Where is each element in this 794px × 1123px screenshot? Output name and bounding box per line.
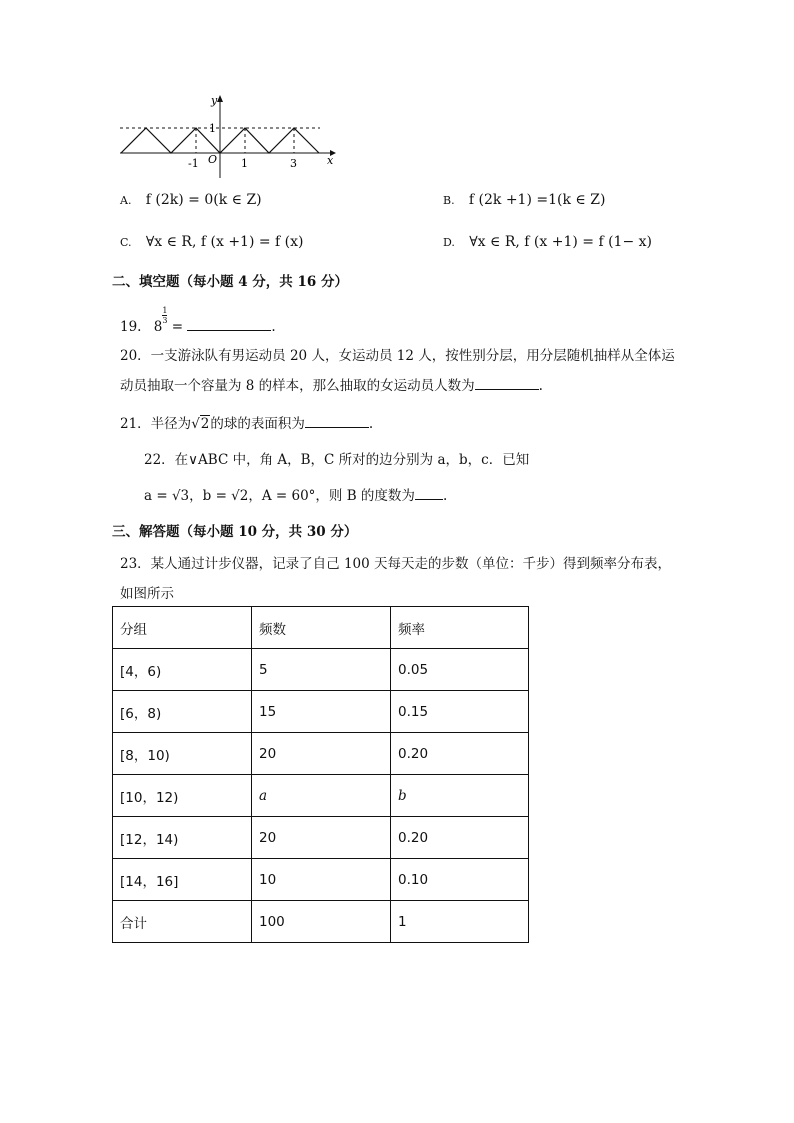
q21-pre: 21．半径为 bbox=[120, 416, 192, 432]
question-23-line1: 23．某人通过计步仪器，记录了自己 100 天每天走的步数（单位：千步）得到频率分布表， bbox=[120, 556, 672, 572]
cell-count: 100 bbox=[252, 901, 391, 943]
q20-period: . bbox=[538, 378, 543, 394]
section-heading-solutions: 三、解答题（每小题 10 分，共 30 分） bbox=[112, 524, 358, 540]
cell-count: 10 bbox=[252, 859, 391, 901]
option-d bbox=[443, 234, 652, 250]
y-axis-label: y bbox=[211, 94, 218, 107]
header-frequency-count: 频数 bbox=[252, 607, 391, 649]
header-group: 分组 bbox=[113, 607, 252, 649]
header-frequency-rate: 频率 bbox=[391, 607, 529, 649]
x-axis-label: x bbox=[327, 154, 334, 167]
q20-line2-text: 动员抽取一个容量为 8 的样本，那么抽取的女运动员人数为 bbox=[120, 378, 475, 394]
option-b bbox=[443, 192, 605, 208]
q22-period: . bbox=[442, 488, 448, 504]
q22-line2-text: a = √3，b = √2，A = 60°，则 B 的度数为 bbox=[144, 488, 415, 504]
question-22-line1: 22．在∨ABC 中，角 A，B，C 所对的边分别为 a，b，c．已知 bbox=[144, 452, 530, 468]
question-23-line2: 如图所示 bbox=[120, 586, 174, 602]
table-row bbox=[113, 691, 529, 733]
cell-count: 15 bbox=[252, 691, 391, 733]
q19-period: . bbox=[271, 319, 276, 335]
option-a-letter: A. bbox=[120, 194, 132, 207]
option-a-text: f (2k) = 0(k ∈ Z) bbox=[145, 192, 262, 208]
option-c bbox=[120, 234, 304, 250]
option-c-letter: C. bbox=[120, 236, 132, 249]
section-heading-fill-in: 二、填空题（每小题 4 分，共 16 分） bbox=[112, 274, 348, 290]
question-22-line2 bbox=[144, 484, 447, 504]
option-b-letter: B. bbox=[443, 194, 455, 207]
q19-number: 19. bbox=[120, 319, 142, 335]
cell-rate: 0.15 bbox=[391, 691, 529, 733]
cell-rate: 0.20 bbox=[391, 733, 529, 775]
cell-rate: 1 bbox=[391, 901, 529, 943]
question-19 bbox=[120, 306, 276, 335]
q21-radicand: 2 bbox=[200, 416, 210, 432]
q19-exponent bbox=[162, 306, 167, 325]
y-tick-1: 1 bbox=[209, 122, 216, 135]
question-21 bbox=[120, 412, 373, 432]
cell-rate: 0.20 bbox=[391, 817, 529, 859]
cell-count: 20 bbox=[252, 817, 391, 859]
table-row bbox=[113, 775, 529, 817]
option-a bbox=[120, 192, 262, 208]
cell-group: 合计 bbox=[113, 901, 252, 943]
option-d-letter: D. bbox=[443, 236, 455, 249]
question-20-line2 bbox=[120, 374, 543, 394]
q19-equals: = bbox=[171, 319, 184, 335]
sqrt-symbol: √ bbox=[191, 416, 200, 432]
cell-rate: 0.05 bbox=[391, 649, 529, 691]
q22-answer-blank[interactable] bbox=[415, 486, 443, 500]
cell-rate: b bbox=[391, 775, 529, 817]
table-row bbox=[113, 859, 529, 901]
cell-group: [4，6) bbox=[113, 649, 252, 691]
question-20-line1: 20．一支游泳队有男运动员 20 人，女运动员 12 人，按性别分层，用分层随机抽样从全体运 bbox=[120, 348, 675, 364]
q19-exp-num: 1 bbox=[162, 306, 168, 315]
option-c-text: ∀x ∈ R, f (x +1) = f (x) bbox=[145, 234, 304, 250]
table-row bbox=[113, 733, 529, 775]
option-b-text: f (2k +1) =1(k ∈ Z) bbox=[468, 192, 606, 208]
cell-count: 5 bbox=[252, 649, 391, 691]
x-tick-1: 1 bbox=[241, 157, 248, 170]
table-row bbox=[113, 817, 529, 859]
q21-period: . bbox=[368, 416, 374, 432]
function-graph bbox=[115, 92, 345, 182]
cell-rate: 0.10 bbox=[391, 859, 529, 901]
origin-label: O bbox=[208, 153, 218, 166]
x-tick-3: 3 bbox=[290, 157, 297, 170]
q21-post: 的球的表面积为 bbox=[210, 416, 305, 432]
cell-count: 20 bbox=[252, 733, 391, 775]
q21-answer-blank[interactable] bbox=[305, 414, 369, 428]
table-header-row bbox=[113, 607, 529, 649]
q19-answer-blank[interactable] bbox=[187, 317, 271, 331]
q19-base: 8 bbox=[153, 319, 163, 335]
option-d-text: ∀x ∈ R, f (x +1) = f (1− x) bbox=[469, 234, 652, 250]
y-axis-arrow bbox=[217, 95, 223, 102]
q20-answer-blank[interactable] bbox=[475, 376, 539, 390]
cell-group: [6，8) bbox=[113, 691, 252, 733]
cell-group: [8，10) bbox=[113, 733, 252, 775]
frequency-table bbox=[112, 606, 529, 943]
x-tick-neg1: -1 bbox=[188, 157, 199, 170]
cell-group: [14，16] bbox=[113, 859, 252, 901]
q19-exp-den: 3 bbox=[162, 316, 168, 325]
cell-group: [12，14) bbox=[113, 817, 252, 859]
cell-count: a bbox=[252, 775, 391, 817]
cell-group: [10，12) bbox=[113, 775, 252, 817]
table-row bbox=[113, 649, 529, 691]
table-row-total bbox=[113, 901, 529, 943]
